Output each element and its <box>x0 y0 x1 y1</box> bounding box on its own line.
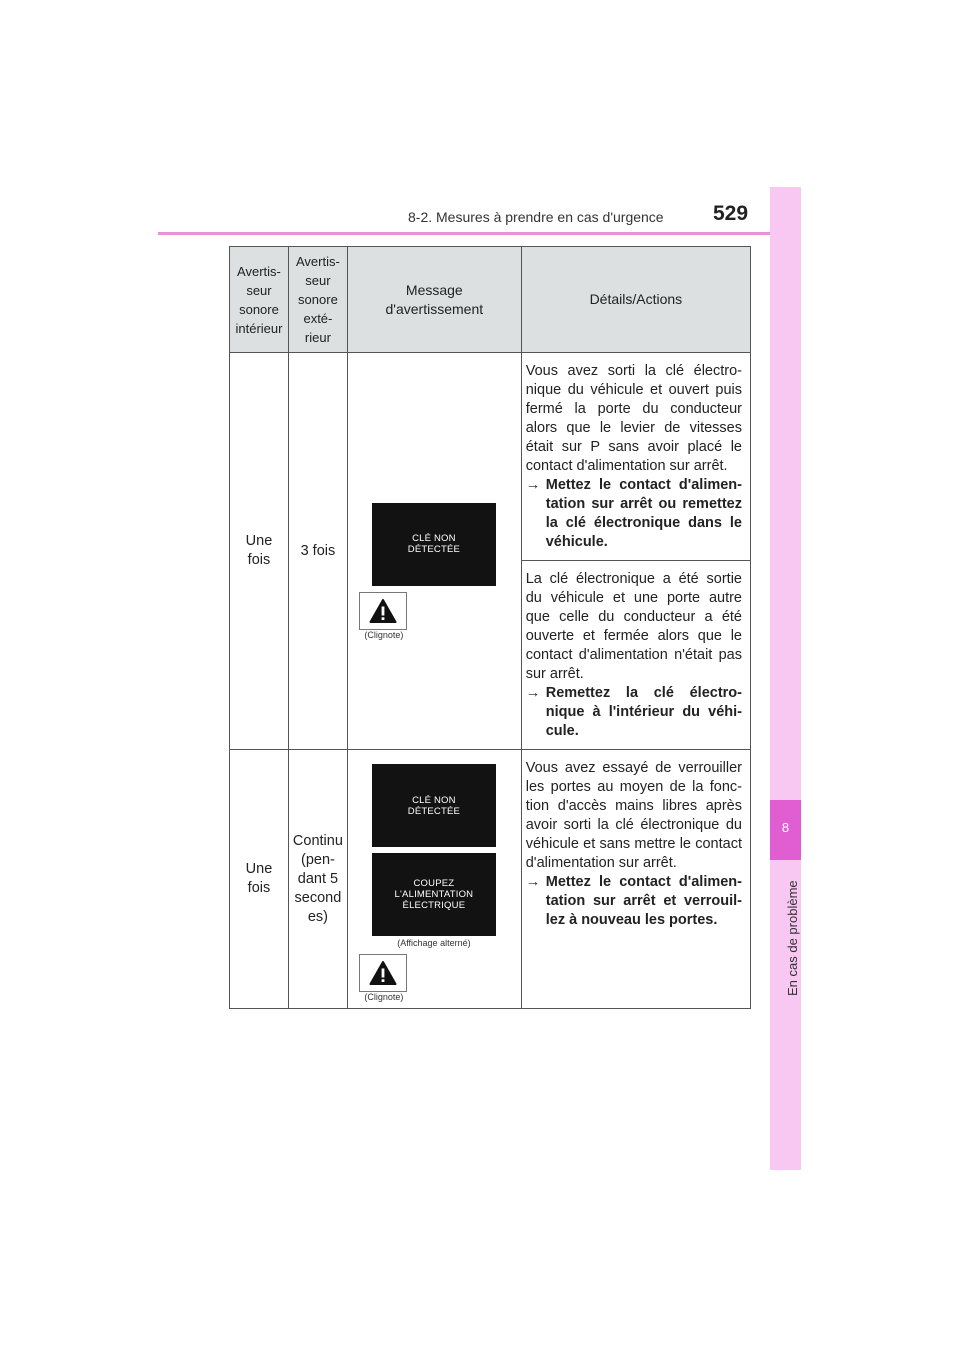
warning-triangle-icon <box>359 592 407 630</box>
header-divider <box>158 232 801 235</box>
arrow-icon: → <box>525 685 541 701</box>
action-text: Mettez le contact d'alimen-tation sur arrêt ou remettez la clé électronique dans le véhicule. <box>545 477 742 550</box>
header-details <box>521 247 750 353</box>
message-cell <box>347 750 521 1009</box>
screen-line: L'ALIMENTATION <box>394 889 474 900</box>
header-interior-buzzer <box>230 247 289 353</box>
display-screen <box>372 853 496 936</box>
header-exterior-buzzer <box>288 247 347 353</box>
action-instruction <box>526 476 742 552</box>
warning-table <box>229 246 751 1009</box>
chapter-side-tab <box>770 187 801 1170</box>
interior-buzzer-cell <box>230 353 289 750</box>
page-number: 529 <box>713 202 749 225</box>
alternating-caption: (Affichage alterné) <box>397 938 471 948</box>
details-cell <box>521 353 750 561</box>
action-text: Remettez la clé électro-nique à l'intérieur du véhi-cule. <box>545 685 742 739</box>
exterior-buzzer-value: Continu (pen-dant 5 second es) <box>292 832 343 925</box>
header-message-text: Message d'avertissement <box>385 281 484 317</box>
table-row <box>230 750 751 1009</box>
details-cell <box>521 561 750 750</box>
screen-line: ÉLECTRIQUE <box>402 900 466 911</box>
detail-text: La clé électronique a été sortie du véhicule et une porte autre que celle du conducteur a été ouverte et fermée alors que le contact d'alimentation n'était pas sur arrêt. <box>525 571 742 682</box>
action-instruction <box>526 873 742 930</box>
warning-triangle-icon <box>359 954 407 992</box>
exterior-buzzer-cell <box>288 750 347 1009</box>
chapter-number: 8 <box>781 820 790 835</box>
table-row <box>230 353 751 561</box>
header-details-text: Détails/Actions <box>589 291 683 307</box>
action-text: Mettez le contact d'alimen-tation sur arrêt et verrouil-lez à nouveau les portes. <box>545 874 742 928</box>
display-screen <box>372 764 496 847</box>
interior-buzzer-value: Une fois <box>245 861 273 896</box>
screen-line: CLÉ NON <box>412 533 456 544</box>
exterior-buzzer-value: 3 fois <box>300 542 336 559</box>
action-instruction <box>526 684 742 741</box>
screen-line: COUPEZ <box>413 878 455 889</box>
header-interior-buzzer-text: Avertis-seur sonore intérieur <box>235 263 283 336</box>
arrow-icon: → <box>525 477 541 493</box>
icon-caption: (Clignote) <box>364 992 404 1002</box>
screen-line: DÉTECTÉE <box>407 544 461 555</box>
screen-line: CLÉ NON <box>412 794 456 806</box>
detail-text: Vous avez sorti la clé électro-nique du véhicule et ouvert puis fermé la porte du conducteur alors que le levier de vitesses était sur P sans avoir placé le contact d'alimentation sur arrêt. <box>525 363 742 474</box>
section-title: 8-2. Mesures à prendre en cas d'urgence <box>408 209 664 225</box>
interior-buzzer-cell <box>230 750 289 1009</box>
icon-caption: (Clignote) <box>364 629 404 640</box>
interior-buzzer-value: Une fois <box>245 533 273 568</box>
exterior-buzzer-cell <box>288 353 347 750</box>
detail-text: Vous avez essayé de verrouiller les portes au moyen de la fonc-tion d'accès mains libres après avoir sorti la clé électronique du véhicule et sans mettre le contact d'alimentation sur arrêt. <box>525 760 742 871</box>
details-cell <box>521 750 750 1009</box>
arrow-icon: → <box>525 874 541 890</box>
message-cell <box>347 353 521 750</box>
screen-line: DÉTECTÉE <box>407 805 461 817</box>
header-exterior-buzzer-text: Avertis-seur sonore exté-rieur <box>296 254 340 345</box>
table-header-row <box>230 247 751 353</box>
display-screen <box>372 503 496 586</box>
chapter-title: En cas de problème <box>785 880 800 996</box>
header-message <box>347 247 521 353</box>
